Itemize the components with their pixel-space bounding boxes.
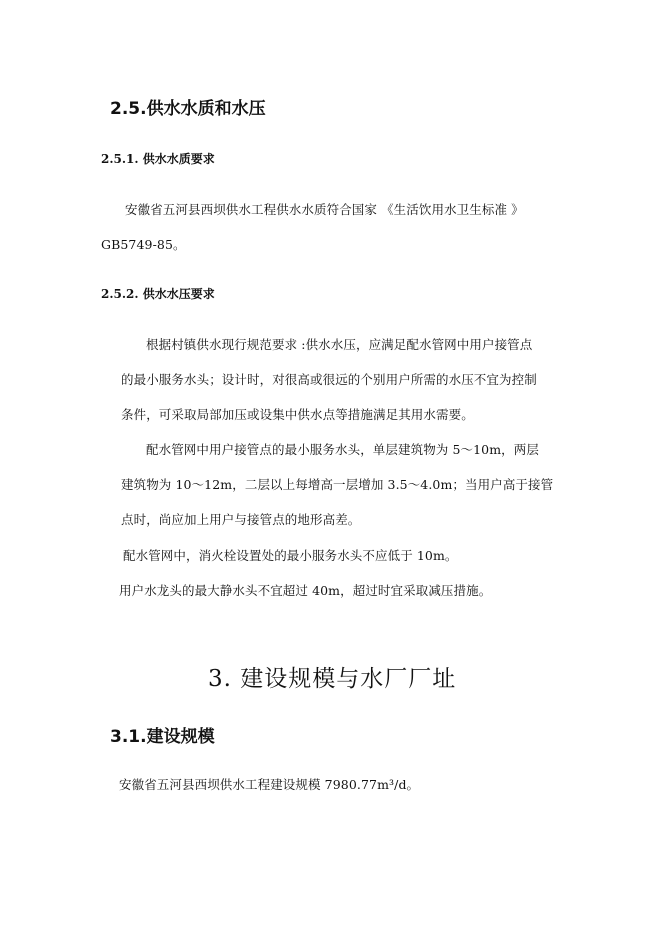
paragraph-line: 用户水龙头的最大静水头不宜超过 40m，超过时宜采取减压措施。: [119, 583, 492, 598]
paragraph-line: 建筑物为 10～12m，二层以上每增高一层增加 3.5～4.0m；当用户高于接管: [121, 477, 554, 492]
paragraph-line: 条件，可采取局部加压或设集中供水点等措施满足其用水需要。: [121, 407, 474, 422]
section-2-5-heading: 2.5.供水水质和水压: [110, 99, 266, 119]
paragraph-line: 配水管网中，消火栓设置处的最小服务水头不应低于 10m。: [123, 548, 458, 563]
paragraph-line: GB5749-85。: [101, 237, 186, 252]
paragraph-line: 安徽省五河县西坝供水工程供水水质符合国家 《生活饮用水卫生标准 》: [125, 202, 524, 217]
section-3-1-heading: 3.1.建设规模: [110, 727, 215, 747]
subsection-2-5-2-heading: 2.5.2. 供水水压要求: [101, 287, 215, 301]
subsection-2-5-1-heading: 2.5.1. 供水水质要求: [101, 152, 215, 166]
chapter-3-heading: 3. 建设规模与水厂厂址: [208, 666, 457, 692]
paragraph-line: 安徽省五河县西坝供水工程建设规模 7980.77m³/d。: [119, 777, 420, 792]
paragraph-line: 根据村镇供水现行规范要求 :供水水压，应满足配水管网中用户接管点: [146, 337, 533, 352]
paragraph-line: 的最小服务水头；设计时，对很高或很远的个别用户所需的水压不宜为控制: [121, 372, 537, 387]
paragraph-line: 配水管网中用户接管点的最小服务水头，单层建筑物为 5～10m，两层: [146, 442, 539, 457]
paragraph-line: 点时，尚应加上用户与接管点的地形高差。: [121, 512, 361, 527]
